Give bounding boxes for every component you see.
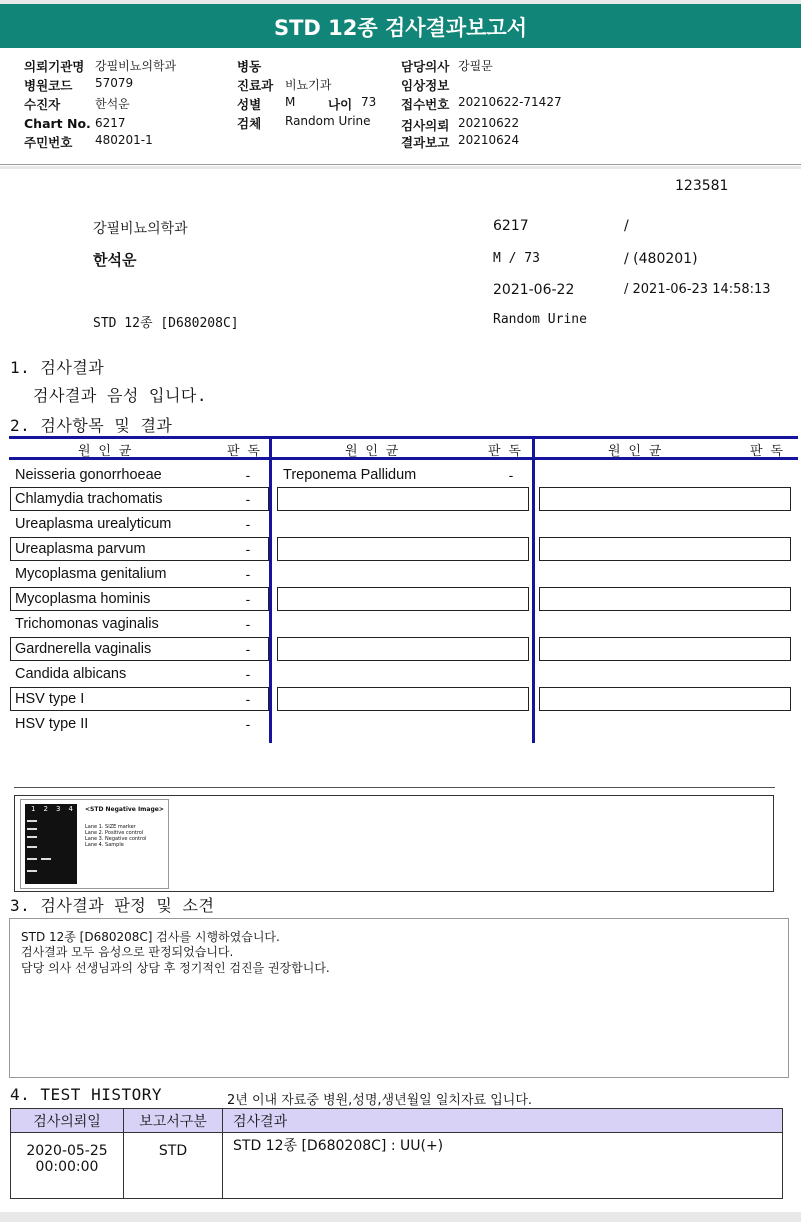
page-bottom-bar bbox=[0, 1212, 801, 1222]
value-patient: 한석운 bbox=[95, 97, 130, 111]
table-top-rule bbox=[9, 436, 798, 439]
pathogen-result: - bbox=[245, 716, 251, 732]
label-report-date: 결과보고 bbox=[401, 135, 450, 150]
gel-band bbox=[27, 836, 37, 838]
pathogen-name: Treponema Pallidum bbox=[283, 467, 417, 483]
section1-text: 검사결과 음성 입니다. bbox=[33, 386, 208, 405]
gel-top-rule bbox=[14, 787, 775, 788]
section4-heading: 4. TEST HISTORY bbox=[10, 1085, 162, 1104]
label-receipt-no: 접수번호 bbox=[401, 97, 450, 112]
lane-number: 1 bbox=[31, 805, 36, 813]
gel-band bbox=[27, 846, 37, 848]
row-box bbox=[539, 487, 791, 511]
pathogen-result: - bbox=[245, 666, 251, 682]
pathogen-result: - bbox=[245, 566, 251, 582]
pathogen-result: - bbox=[245, 467, 251, 483]
section1-heading: 1. 검사결과 bbox=[10, 358, 105, 377]
pathogen-name: Candida albicans bbox=[15, 666, 127, 682]
pathogen-result: - bbox=[245, 491, 251, 507]
section2-heading: 2. 검사항목 및 결과 bbox=[10, 416, 173, 435]
opinion-line: STD 12종 [D680208C] 검사를 시행하였습니다. bbox=[21, 930, 280, 944]
row-box bbox=[277, 587, 529, 611]
value-hospital-code: 57079 bbox=[95, 76, 134, 90]
row-box bbox=[539, 587, 791, 611]
patient-id-number: 123581 bbox=[675, 178, 729, 194]
pathogen-result: - bbox=[245, 641, 251, 657]
gel-legend-item: Lane 3. Negative control bbox=[85, 836, 147, 842]
value-department: 비뇨기과 bbox=[285, 78, 332, 92]
gel-legend-item: Lane 4. Sample bbox=[85, 842, 124, 848]
history-date-cell bbox=[11, 1133, 124, 1199]
gel-band bbox=[41, 858, 51, 860]
history-table bbox=[10, 1108, 783, 1199]
row-box bbox=[539, 537, 791, 561]
patient-request-date: 2021-06-22 bbox=[493, 282, 575, 298]
label-ward: 병동 bbox=[237, 59, 262, 74]
row-box bbox=[539, 637, 791, 661]
col1-header-pathogen: 원 인 균 bbox=[78, 444, 132, 459]
section3-heading: 3. 검사결과 판정 및 소견 bbox=[10, 896, 215, 915]
value-request-date: 20210622 bbox=[458, 116, 520, 130]
row-box bbox=[277, 537, 529, 561]
label-chart-no: Chart No. bbox=[24, 116, 91, 131]
label-sex: 성별 bbox=[237, 97, 262, 112]
value-receipt-no: 20210622-71427 bbox=[458, 95, 562, 109]
row-box bbox=[277, 687, 529, 711]
pathogen-name: Mycoplasma hominis bbox=[15, 591, 151, 607]
history-note: 2년 이내 자료중 병원,성명,생년월일 일치자료 입니다. bbox=[227, 1093, 533, 1108]
patient-specimen: Random Urine bbox=[493, 312, 587, 327]
label-age: 나이 bbox=[328, 97, 353, 112]
gel-legend bbox=[85, 824, 146, 848]
pathogen-name: Trichomonas vaginalis bbox=[15, 616, 159, 632]
col3-header-pathogen: 원 인 균 bbox=[608, 444, 662, 459]
value-specimen: Random Urine bbox=[285, 114, 371, 128]
row-box bbox=[277, 487, 529, 511]
label-clinic: 의뢰기관명 bbox=[24, 59, 85, 74]
opinion-line: 담당 의사 선생님과의 상담 후 정기적인 검진을 권장합니다. bbox=[21, 961, 330, 975]
row-box bbox=[277, 637, 529, 661]
pathogen-name: Ureaplasma urealyticum bbox=[15, 516, 172, 532]
pathogen-result: - bbox=[245, 516, 251, 532]
history-time: 00:00:00 bbox=[35, 1159, 99, 1175]
patient-test-name: STD 12종 [D680208C] bbox=[93, 316, 239, 331]
history-col-result: 검사결과 bbox=[223, 1109, 783, 1133]
patient-clinic: 강필비뇨의학과 bbox=[93, 221, 188, 237]
gel-image-panel bbox=[20, 799, 169, 889]
gel-lane-numbers bbox=[27, 805, 77, 813]
gel-band bbox=[27, 828, 37, 830]
gel-caption-title: <STD Negative Image> bbox=[85, 806, 164, 813]
report-title: STD 12종 검사결과보고서 bbox=[273, 16, 527, 40]
gel-band bbox=[27, 870, 37, 872]
history-col-type: 보고서구분 bbox=[124, 1109, 223, 1133]
opinion-box bbox=[9, 918, 789, 1078]
label-specimen: 검체 bbox=[237, 116, 262, 131]
col3-header-result: 판 독 bbox=[750, 444, 783, 459]
gel-image bbox=[25, 804, 77, 884]
value-report-date: 20210624 bbox=[458, 133, 520, 147]
table-row bbox=[11, 1133, 783, 1199]
pathogen-name: HSV type II bbox=[15, 716, 89, 732]
gel-legend-item: Lane 2. Positive control bbox=[85, 830, 144, 836]
patient-slash: / bbox=[624, 218, 629, 234]
label-doctor: 담당의사 bbox=[401, 59, 450, 74]
pathogen-name: Gardnerella vaginalis bbox=[15, 641, 152, 657]
pathogen-name: Neisseria gonorrhoeae bbox=[15, 467, 162, 483]
pathogen-name: HSV type I bbox=[15, 691, 85, 707]
gel-band bbox=[27, 820, 37, 822]
pathogen-name: Mycoplasma genitalium bbox=[15, 566, 167, 582]
pathogen-result: - bbox=[508, 467, 514, 483]
history-result: STD 12종 [D680208C] : UU(+) bbox=[223, 1133, 783, 1199]
col2-header-result: 판 독 bbox=[488, 444, 521, 459]
table-divider-2 bbox=[532, 436, 535, 743]
label-resident-no: 주민번호 bbox=[24, 135, 73, 150]
row-box bbox=[539, 687, 791, 711]
label-hospital-code: 병원코드 bbox=[24, 78, 73, 93]
col2-header-pathogen: 원 인 균 bbox=[345, 444, 399, 459]
patient-sex-age: M / 73 bbox=[493, 251, 540, 266]
label-clinical-info: 임상정보 bbox=[401, 78, 450, 93]
gel-legend-item: Lane 1. SIZE marker bbox=[85, 824, 136, 830]
value-resident-no: 480201-1 bbox=[95, 133, 153, 147]
label-patient: 수진자 bbox=[24, 97, 61, 112]
pathogen-result: - bbox=[245, 591, 251, 607]
history-type: STD bbox=[124, 1133, 223, 1199]
col1-header-result: 판 독 bbox=[227, 444, 260, 459]
history-col-date: 검사의뢰일 bbox=[11, 1109, 124, 1133]
patient-birth: / (480201) bbox=[624, 251, 698, 267]
label-department: 진료과 bbox=[237, 78, 274, 93]
patient-name: 한석운 bbox=[93, 251, 137, 269]
header-divider bbox=[0, 164, 801, 165]
patient-report-datetime: / 2021-06-23 14:58:13 bbox=[624, 282, 771, 297]
patient-chart-no: 6217 bbox=[493, 218, 529, 234]
value-age: 73 bbox=[361, 95, 377, 109]
opinion-line: 검사결과 모두 음성으로 판정되었습니다. bbox=[21, 945, 234, 959]
header-divider-shadow bbox=[0, 166, 801, 169]
value-sex: M bbox=[285, 95, 296, 109]
value-chart-no: 6217 bbox=[95, 116, 126, 130]
table-divider-1 bbox=[269, 436, 272, 743]
lane-number: 3 bbox=[56, 805, 61, 813]
lane-number: 4 bbox=[68, 805, 73, 813]
pathogen-result: - bbox=[245, 541, 251, 557]
pathogen-name: Ureaplasma parvum bbox=[15, 541, 146, 557]
value-clinic: 강필비뇨의학과 bbox=[95, 59, 177, 73]
pathogen-name: Chlamydia trachomatis bbox=[15, 491, 163, 507]
label-request-date: 검사의뢰 bbox=[401, 118, 450, 133]
history-date: 2020-05-25 bbox=[26, 1143, 108, 1159]
pathogen-result: - bbox=[245, 616, 251, 632]
lane-number: 2 bbox=[43, 805, 48, 813]
pathogen-result: - bbox=[245, 691, 251, 707]
history-header-row bbox=[11, 1109, 783, 1133]
value-doctor: 강필문 bbox=[458, 59, 493, 73]
gel-band bbox=[27, 858, 37, 860]
